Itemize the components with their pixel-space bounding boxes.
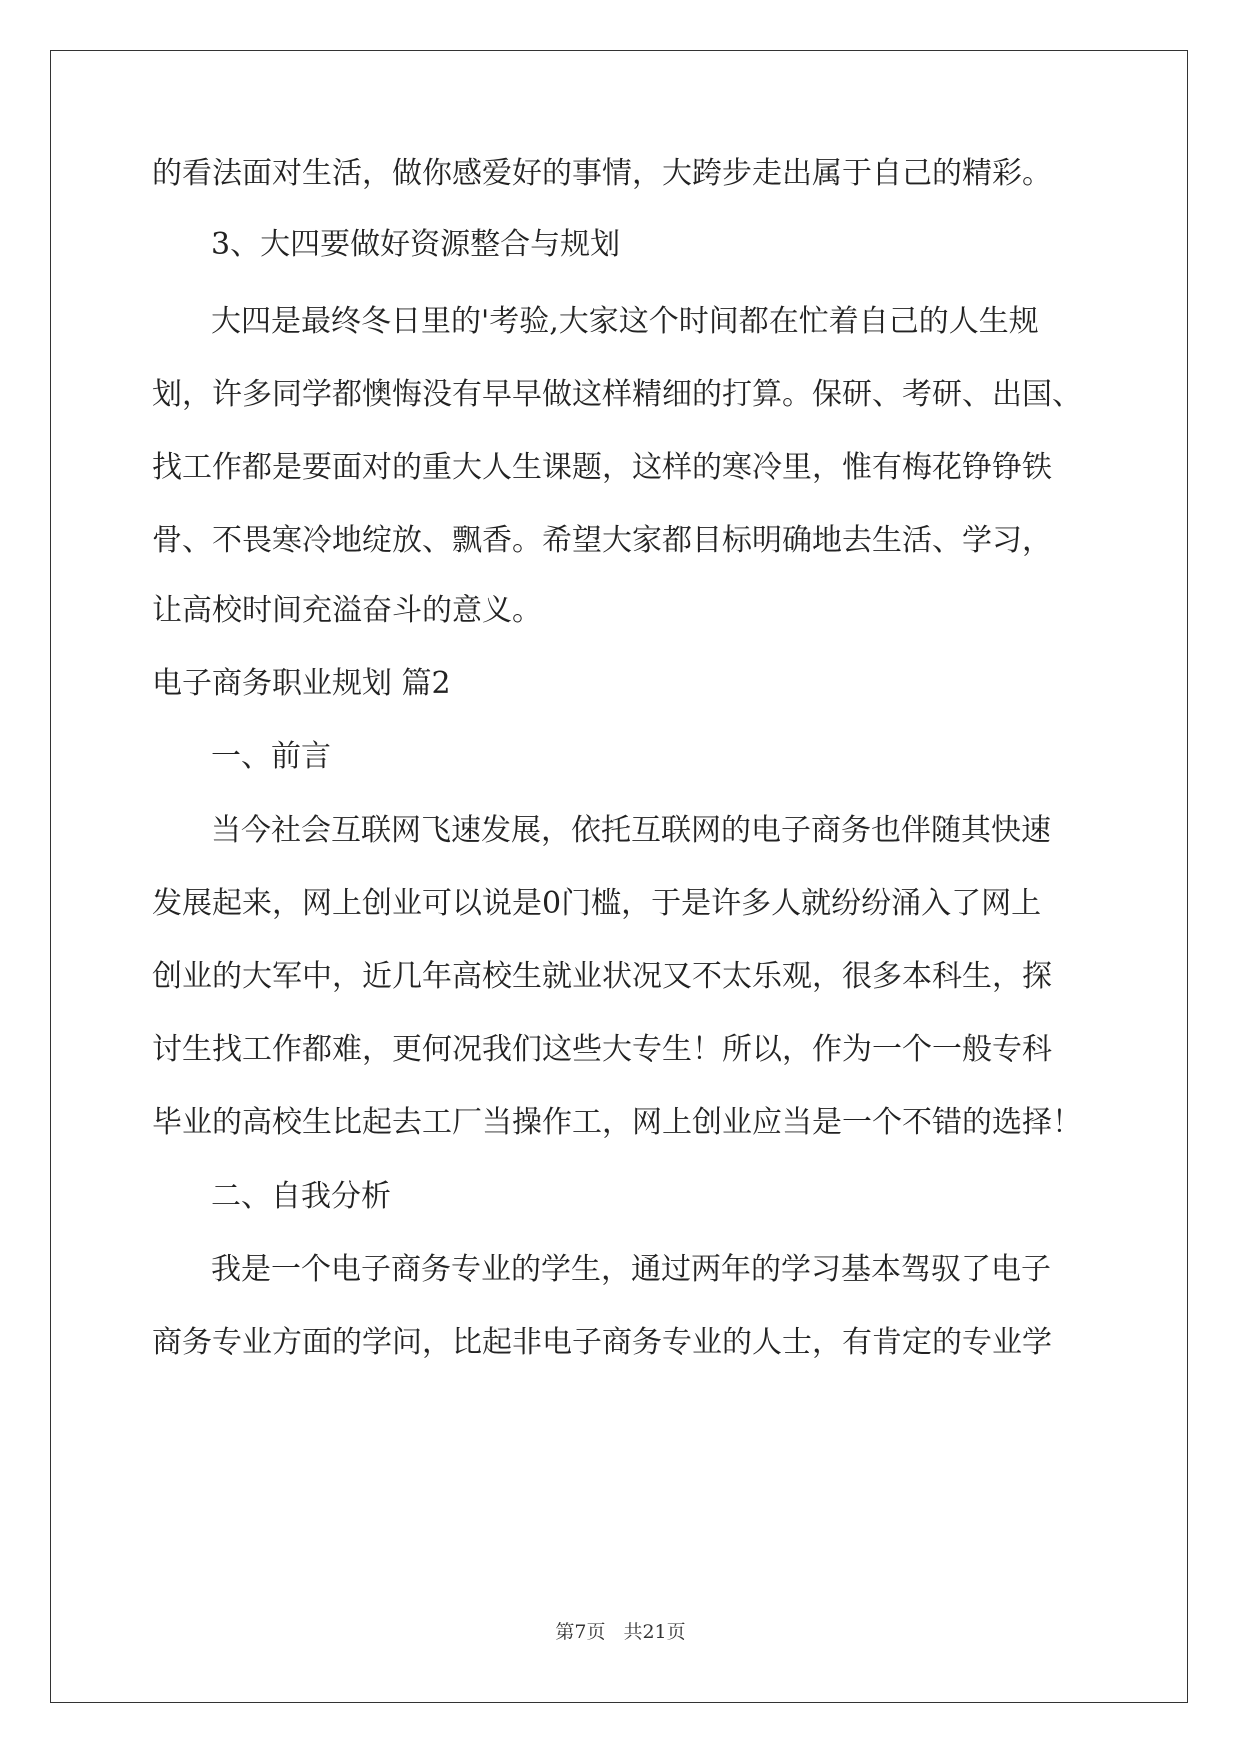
body-text-line: 找工作都是要面对的重大人生课题，这样的寒冷里，惟有梅花铮铮铁 <box>152 450 1052 485</box>
section-heading: 一、前言 <box>211 739 331 774</box>
body-text-line: 讨生找工作都难，更何况我们这些大专生！所以，作为一个一般专科 <box>152 1032 1052 1067</box>
page-frame <box>50 50 1188 1703</box>
body-text-line: 让高校时间充溢奋斗的意义。 <box>152 593 542 628</box>
body-text-line: 当今社会互联网飞速发展，依托互联网的电子商务也伴随其快速 <box>211 813 1051 848</box>
body-text-line: 创业的大军中，近几年高校生就业状况又不太乐观，很多本科生，探 <box>152 959 1052 994</box>
body-text-line: 商务专业方面的学问，比起非电子商务专业的人士，有肯定的专业学 <box>152 1325 1052 1360</box>
body-text-line: 大四是最终冬日里的'考验,大家这个时间都在忙着自己的人生规 <box>211 304 1039 339</box>
body-text-line: 发展起来，网上创业可以说是0门槛，于是许多人就纷纷涌入了网上 <box>152 886 1042 921</box>
page-footer <box>0 1620 1241 1644</box>
section-heading: 3、大四要做好资源整合与规划 <box>211 227 621 262</box>
body-text-line: 划，许多同学都懊悔没有早早做这样精细的打算。保研、考研、出国、 <box>152 377 1082 412</box>
body-text-line: 我是一个电子商务专业的学生，通过两年的学习基本驾驭了电子 <box>211 1252 1051 1287</box>
page-total: 共21页 <box>623 1621 686 1643</box>
page-number: 第7页 <box>555 1621 606 1643</box>
body-text-line: 的看法面对生活，做你感爱好的事情，大跨步走出属于自己的精彩。 <box>152 156 1052 191</box>
body-text-line: 毕业的高校生比起去工厂当操作工，网上创业应当是一个不错的选择！ <box>152 1105 1082 1140</box>
article-title: 电子商务职业规划 篇2 <box>152 666 451 701</box>
section-heading: 二、自我分析 <box>211 1179 391 1214</box>
body-text-line: 骨、不畏寒冷地绽放、飘香。希望大家都目标明确地去生活、学习， <box>152 523 1052 558</box>
